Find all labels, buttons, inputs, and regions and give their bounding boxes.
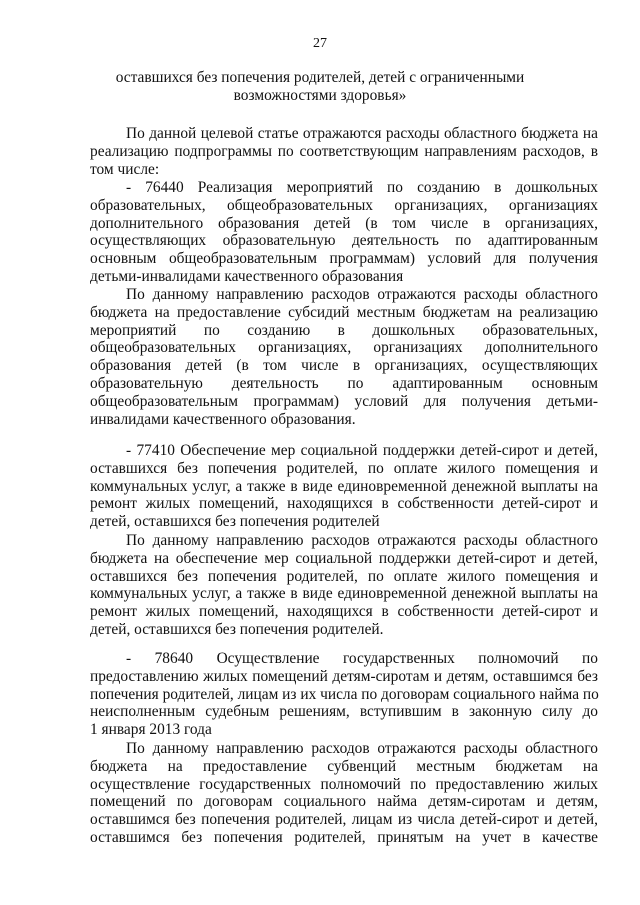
text-line: образовательных, общеобразовательных организациях, организациях (90, 196, 598, 214)
text-line: По данному направлению расходов отражаются расходы областного (126, 740, 598, 757)
text-line: оставшимся без попечения родителей, лицам из числа детей-сирот и детей, (90, 811, 598, 829)
text-line: детей, оставшихся без попечения родителей. (90, 620, 384, 638)
text-line: По данному направлению расходов отражаются расходы областного (126, 286, 598, 303)
text-line: инвалидами качественного образования. (90, 410, 356, 428)
text-line: попечения родителей, лицам из их числа по договорам социального найма по (90, 685, 599, 703)
expense-description-76440 (90, 286, 598, 428)
expense-item-77410 (90, 442, 598, 531)
text-line: 1 января 2013 года (90, 721, 212, 739)
text-line: образования детей (в том числе в организациях, осуществляющих (90, 357, 598, 375)
text-line: основным общеобразовательным программам) условий для получения (90, 250, 598, 268)
text-line: осуществляющих образовательную деятельность по адаптированным (90, 232, 598, 250)
text-line: оставшихся без попечения родителей, по оплате жилого помещения и (90, 567, 598, 585)
text-line: оставшимся без попечения родителей, принятым на учет в качестве (90, 828, 598, 846)
text-line: неисполненным судебным решениям, вступившим в законную силу до (90, 703, 598, 721)
expense-item-78640 (90, 650, 598, 739)
expense-description-78640 (90, 740, 598, 847)
expense-item-76440 (90, 179, 598, 286)
expense-description-77410 (90, 532, 598, 639)
text-line: общеобразовательным программам) условий для получения детьми- (90, 392, 598, 410)
text-line: общеобразовательных организациях, организациях дополнительного (90, 339, 598, 357)
intro-paragraph (90, 125, 598, 178)
text-line: помещений по договорам социального найма детям-сиротам и детям, (90, 793, 598, 811)
section-heading (0, 69, 640, 105)
text-line: предоставлению жилых помещений детям-сиротам и детям, оставшимся без (90, 667, 598, 685)
heading-line: оставшихся без попечения родителей, детей с ограниченными (115, 69, 525, 86)
text-line: детей, оставшихся без попечения родителей (90, 513, 380, 531)
text-line: бюджета на предоставление субсидий местным бюджетам на реализацию (90, 303, 598, 321)
text-line: осуществление государственных полномочий по предоставлению жилых (90, 775, 598, 793)
text-line: - 76440 Реализация мероприятий по созданию в дошкольных (126, 179, 598, 196)
text-line: ремонт жилых помещений, находящихся в собственности детей-сирот и (90, 495, 598, 513)
text-line: реализацию подпрограммы по соответствующим направлениям расходов, в (90, 142, 598, 160)
heading-line: возможностями здоровья» (233, 87, 407, 104)
text-line: образовательную деятельность по адаптированным основным (90, 374, 598, 392)
text-line: ремонт жилых помещений, находящихся в собственности детей-сирот и (90, 603, 598, 621)
text-line: - 78640 Осуществление государственных полномочий по (126, 650, 598, 667)
text-line: коммунальных услуг, а также в виде единовременной денежной выплаты на (90, 585, 598, 603)
text-line: мероприятий по созданию в дошкольных образовательных, (90, 321, 598, 339)
text-line: детьми-инвалидами качественного образования (90, 267, 404, 285)
text-line: бюджета на предоставление субвенций местным бюджетам на (90, 757, 598, 775)
text-line: - 77410 Обеспечение мер социальной поддержки детей-сирот и детей, (126, 442, 598, 459)
text-line: том числе: (90, 160, 160, 178)
text-line: коммунальных услуг, а также в виде единовременной денежной выплаты на (90, 477, 598, 495)
text-line: дополнительного образования детей (в том числе в организациях, (90, 214, 598, 232)
text-line: бюджета на обеспечение мер социальной поддержки детей-сирот и детей, (90, 549, 598, 567)
text-line: По данной целевой статье отражаются расходы областного бюджета на (126, 125, 598, 142)
text-line: По данному направлению расходов отражаются расходы областного (126, 532, 598, 549)
page-number: 27 (313, 36, 327, 51)
text-line: оставшихся без попечения родителей, по оплате жилого помещения и (90, 459, 598, 477)
